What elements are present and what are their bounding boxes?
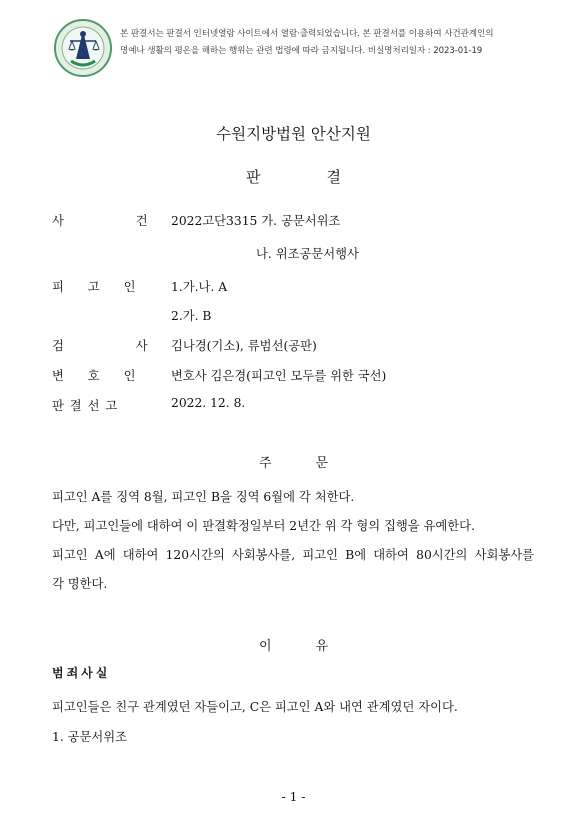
criminal-facts-heading: 범죄사실 (52, 666, 111, 680)
notice-line-2: 명예나 생활의 평온을 해하는 행위는 관련 법령에 따라 금지됩니다. 비실명처리일자 : 2023-01-19 (120, 46, 483, 56)
notice-text (120, 26, 560, 60)
page-number: - 1 - (281, 790, 306, 804)
notice-line-1: 본 판결서는 판결서 인터넷열람 사이트에서 열람·출력되었습니다. 본 판결서를 이용하여 사건관계인의 (120, 29, 494, 39)
case-label: 사 건 (52, 214, 182, 228)
case-number: 2022고단3315 가. 공문서위조 (171, 214, 341, 228)
disposition-line-4: 각 명한다. (52, 577, 108, 591)
document-title: 판결 (246, 168, 407, 186)
case-charge: 나. 위조공문서행사 (256, 247, 359, 261)
defendant-2: 2.가. B (171, 309, 212, 323)
counsel-value: 변호사 김은경(피고인 모두를 위한 국선) (171, 369, 387, 383)
reasons-line-1: 피고인들은 친구 관계였던 자들이고, C은 피고인 A와 내연 관계였던 자이다. (52, 700, 458, 714)
prosecutor-label: 검 사 (52, 339, 182, 353)
court-name: 수원지방법원 안산지원 (216, 125, 371, 143)
court-seal-logo (52, 17, 114, 79)
reasons-line-2: 1. 공문서위조 (52, 730, 128, 744)
sentence-date-label: 판 결 선 고 (52, 399, 119, 413)
disposition-line-1: 피고인 A를 징역 8월, 피고인 B을 징역 6월에 각 처한다. (52, 490, 355, 504)
prosecutor-value: 김나경(기소), 류범선(공판) (171, 339, 317, 353)
defendant-1: 1.가.나. A (171, 280, 228, 294)
sentence-date-value: 2022. 12. 8. (171, 396, 246, 410)
counsel-label: 변 호 인 (52, 369, 146, 383)
disposition-line-3: 피고인 A에 대하여 120시간의 사회봉사를, 피고인 B에 대하여 80시간의 사회봉사를 (52, 548, 534, 562)
reasons-heading: 이유 (258, 639, 373, 654)
defendant-label: 피 고 인 (52, 280, 146, 294)
disposition-line-2: 다만, 피고인들에 대하여 이 판결확정일부터 2년간 위 각 형의 집행을 유예한다. (52, 519, 475, 533)
disposition-heading: 주문 (258, 456, 373, 471)
